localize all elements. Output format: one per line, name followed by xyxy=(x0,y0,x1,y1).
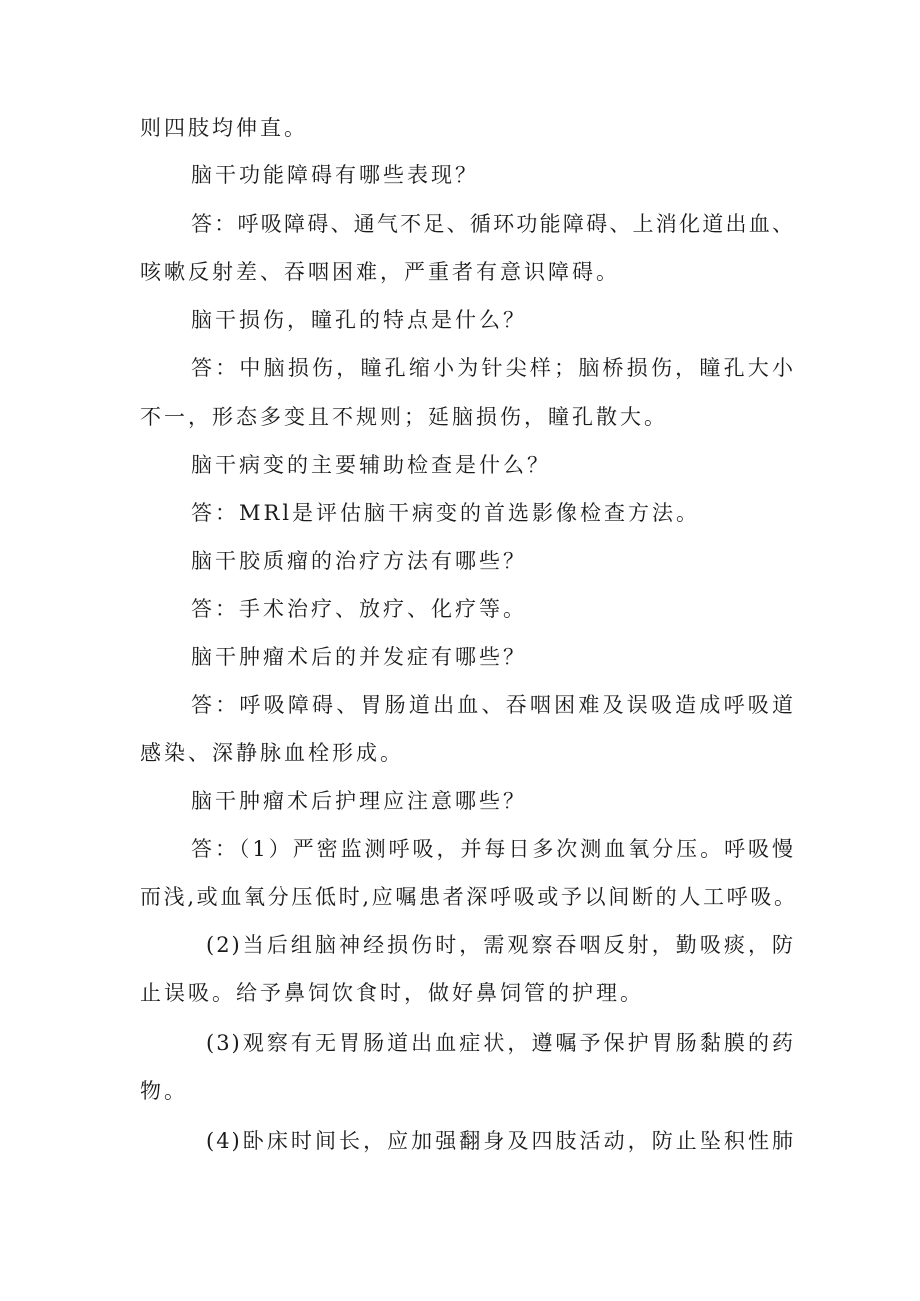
question-line: 脑干肿瘤术后护理应注意哪些？ xyxy=(191,789,527,813)
answer-line: 答：手术治疗、放疗、化疗等。 xyxy=(191,597,527,621)
answer-line: 答：中脑损伤，瞳孔缩小为针尖样；脑桥损伤，瞳孔大小 xyxy=(191,356,795,380)
question-line: 脑干病变的主要辅助检查是什么？ xyxy=(191,453,551,477)
text-line: 而浅,或血氧分压低时,应嘱患者深呼吸或予以间断的人工呼吸。 xyxy=(140,885,795,909)
list-item-line: (3)观察有无胃肠道出血症状，遵嘱予保护胃肠黏膜的药 xyxy=(206,1031,795,1055)
text-line: 止误吸。给予鼻饲饮食时，做好鼻饲管的护理。 xyxy=(140,981,644,1005)
list-item-line: (2)当后组脑神经损伤时，需观察吞咽反射，勤吸痰，防 xyxy=(206,933,795,957)
list-item-line: (4)卧床时间长，应加强翻身及四肢活动，防止坠积性肺 xyxy=(206,1129,795,1153)
text-line: 物。 xyxy=(140,1079,188,1103)
answer-line: 答：呼吸障碍、通气不足、循环功能障碍、上消化道出血、 xyxy=(191,212,795,236)
text-line: 咳嗽反射差、吞咽困难，严重者有意识障碍。 xyxy=(140,260,620,284)
question-line: 脑干胶质瘤的治疗方法有哪些？ xyxy=(191,549,527,573)
text-line: 感染、深静脉血栓形成。 xyxy=(140,741,404,765)
answer-line: 答：呼吸障碍、胃肠道出血、吞咽困难及误吸造成呼吸道 xyxy=(191,693,795,717)
question-line: 脑干肿瘤术后的并发症有哪些？ xyxy=(191,645,527,669)
answer-line: 答：（1）严密监测呼吸，并每日多次测血氧分压。呼吸慢 xyxy=(191,837,795,861)
text-line: 不一，形态多变且不规则；延脑损伤，瞳孔散大。 xyxy=(140,405,668,429)
question-line: 脑干损伤，瞳孔的特点是什么？ xyxy=(191,308,527,332)
text-line: 则四肢均伸直。 xyxy=(140,116,308,140)
answer-line: 答：MRl是评估脑干病变的首选影像检查方法。 xyxy=(191,501,701,525)
question-line: 脑干功能障碍有哪些表现？ xyxy=(191,163,479,187)
